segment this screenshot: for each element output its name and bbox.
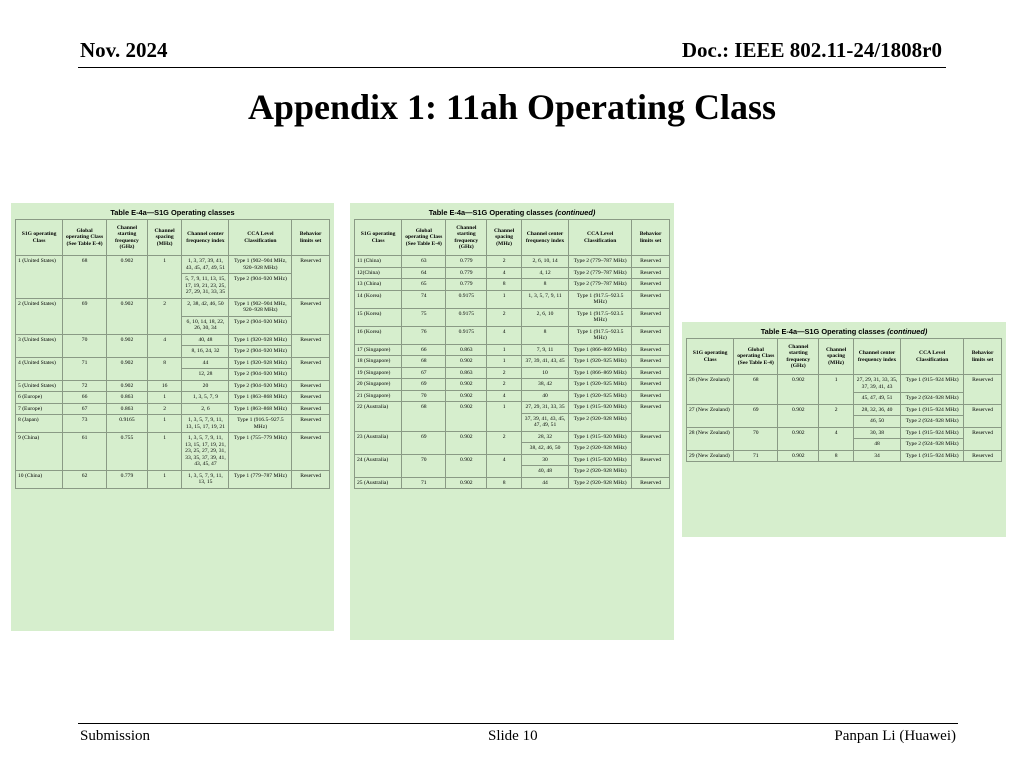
table-cell: Type 1 (755–779 MHz)	[229, 433, 292, 471]
table-row	[355, 344, 670, 356]
table-cell: 26 (New Zealand)	[687, 375, 734, 405]
table-cell: 2	[487, 379, 522, 391]
table-cell: Reserved	[632, 402, 670, 432]
table-cell: 0.902	[446, 402, 487, 432]
table-cell: 44	[521, 477, 568, 489]
column-header: Channel spacing (MHz)	[147, 220, 182, 256]
table-cell: 4	[487, 267, 522, 279]
column-header: Channel center frequency index	[182, 220, 229, 256]
table-caption-text: Table E-4a—S1G Operating classes	[760, 327, 886, 336]
table-cell: 40	[521, 390, 568, 402]
table-cell: 1	[487, 356, 522, 368]
table-cell: 18 (Singapore)	[355, 356, 402, 368]
table-cell: 11 (China)	[355, 256, 402, 268]
table-cell: Reserved	[292, 415, 330, 433]
column-header: Global operating Class (See Table E-4)	[734, 339, 778, 375]
column-header: Channel center frequency index	[853, 339, 900, 375]
table-cell: 71	[63, 357, 107, 380]
table-cell: 7, 9, 11	[521, 344, 568, 356]
table-header-row	[16, 220, 330, 256]
table-cell: 23 (Australia)	[355, 431, 402, 454]
table-cell: 69	[63, 298, 107, 334]
table-cell: 5 (United States)	[16, 380, 63, 392]
table-cell: 44	[182, 357, 229, 369]
table-cell: Type 1 (920–928 MHz)	[229, 334, 292, 346]
table-cell: 13 (China)	[355, 279, 402, 291]
table-cell: 2	[487, 431, 522, 454]
table-cell: 0.902	[778, 427, 819, 450]
column-header: Behavior limits set	[632, 220, 670, 256]
table-cell: 29 (New Zealand)	[687, 450, 734, 462]
table-cell: 0.9175	[446, 308, 487, 326]
column-header: Channel starting frequency (GHz)	[778, 339, 819, 375]
table-cell: Reserved	[964, 450, 1002, 462]
table-cell: 0.902	[446, 356, 487, 368]
operating-class-table-1	[11, 203, 334, 631]
table-cell: 37, 39, 41, 43, 45, 47, 49, 51	[521, 413, 568, 431]
table-row	[355, 290, 670, 308]
table-cell: Type 2 (904–920 MHz)	[229, 346, 292, 358]
table-cell: 66	[63, 392, 107, 404]
table-cell: 1	[487, 344, 522, 356]
table-cell: 75	[402, 308, 446, 326]
table-cell: Reserved	[292, 403, 330, 415]
table-cell: 0.9175	[446, 326, 487, 344]
table-cell: Reserved	[292, 256, 330, 299]
table-cell: Reserved	[632, 367, 670, 379]
table-cell: 19 (Singapore)	[355, 367, 402, 379]
table-cell: 69	[402, 379, 446, 391]
table-row	[355, 356, 670, 368]
footer-rule	[78, 723, 958, 724]
table-cell: 10	[521, 367, 568, 379]
table-row	[355, 367, 670, 379]
table-cell: 1	[487, 290, 522, 308]
header-rule	[78, 67, 946, 68]
table-cell: 4	[819, 427, 854, 450]
table-cell: 2, 6, 10	[521, 308, 568, 326]
table-cell: 74	[402, 290, 446, 308]
table-cell: 0.902	[778, 375, 819, 405]
table-cell: 67	[63, 403, 107, 415]
table-cell: 38, 42	[521, 379, 568, 391]
table-cell: 1, 3, 5, 7, 9, 11	[521, 290, 568, 308]
table-cell: 2	[147, 298, 182, 334]
table-cell: 0.779	[446, 256, 487, 268]
table-cell: Type 2 (779–787 MHz)	[569, 267, 632, 279]
header-doc-id: Doc.: IEEE 802.11-24/1808r0	[681, 38, 942, 62]
table-cell: 37, 39, 41, 43, 45	[521, 356, 568, 368]
table-row	[687, 404, 1002, 416]
footer-author: Panpan Li (Huawei)	[834, 728, 956, 744]
table-cell: 0.902	[107, 357, 148, 380]
table-row	[16, 357, 330, 369]
operating-class-table-2	[350, 203, 674, 640]
table-cell: 4	[487, 390, 522, 402]
table-cell: Reserved	[292, 392, 330, 404]
header-date: Nov. 2024	[80, 38, 168, 62]
column-header: CCA Level Classification	[229, 220, 292, 256]
table-cell: 28, 32, 36, 40	[853, 404, 900, 416]
table-cell: Type 2 (920–928 MHz)	[569, 477, 632, 489]
table-caption-continued: (continued)	[555, 208, 596, 217]
table-cell: Type 1 (915–924 MHz)	[901, 450, 964, 462]
table-cell: 68	[402, 356, 446, 368]
table-cell: 1, 3, 5, 7, 9, 11, 13, 15	[182, 470, 229, 488]
table-cell: Reserved	[632, 279, 670, 291]
table-cell: 0.902	[446, 454, 487, 477]
table-cell: 2	[487, 308, 522, 326]
table-row	[687, 375, 1002, 393]
table-cell: 1	[147, 470, 182, 488]
table-cell: 30, 38	[853, 427, 900, 439]
table-cell: 0.755	[107, 433, 148, 471]
table-cell: Type 1 (915–920 MHz)	[569, 402, 632, 414]
table-cell: 27, 29, 31, 33, 35, 37, 39, 41, 43	[853, 375, 900, 393]
table-cell: 1	[819, 375, 854, 405]
table-row	[355, 477, 670, 489]
table-cell: Type 2 (920–928 MHz)	[569, 466, 632, 478]
table-cell: Type 1 (917.5–923.5 MHz)	[569, 308, 632, 326]
table-cell: 1, 3, 5, 7, 9	[182, 392, 229, 404]
table-cell: 0.902	[778, 450, 819, 462]
table-caption	[686, 325, 1002, 338]
table-cell: 10 (China)	[16, 470, 63, 488]
table-cell: Reserved	[632, 390, 670, 402]
table-cell: 2, 6, 10, 14	[521, 256, 568, 268]
table-cell: 2	[487, 256, 522, 268]
column-header: S1G operating Class	[355, 220, 402, 256]
table-cell: 0.902	[446, 390, 487, 402]
table-cell: Reserved	[292, 357, 330, 380]
table-caption-continued: (continued)	[887, 327, 928, 336]
table-cell: 71	[734, 450, 778, 462]
table-cell: 0.779	[446, 279, 487, 291]
table-cell: 1	[147, 256, 182, 299]
table-cell: 1	[147, 433, 182, 471]
table-cell: Type 2 (904–920 MHz)	[229, 316, 292, 334]
table-cell: 4	[487, 326, 522, 344]
table-cell: Reserved	[632, 431, 670, 454]
table-cell: 28 (New Zealand)	[687, 427, 734, 450]
table-cell: 1, 3, 5, 7, 9, 11, 13, 15, 17, 19, 21, 23, 25, 27, 29, 31, 33, 35, 37, 39, 41, 43, 45, 47	[182, 433, 229, 471]
table-cell: Type 1 (917.5–923.5 MHz)	[569, 290, 632, 308]
table-cell: 8	[521, 326, 568, 344]
table-cell: Reserved	[292, 470, 330, 488]
column-header: Behavior limits set	[292, 220, 330, 256]
table-cell: Type 1 (902–904 MHz, 920–928 MHz)	[229, 298, 292, 316]
table-cell: Type 2 (904–920 MHz)	[229, 274, 292, 299]
table-cell: Type 1 (920–925 MHz)	[569, 379, 632, 391]
table-row	[355, 256, 670, 268]
table-cell: 2	[147, 403, 182, 415]
table-header-row	[687, 339, 1002, 375]
table-cell: 0.9175	[446, 290, 487, 308]
table-cell: 24 (Australia)	[355, 454, 402, 477]
table-cell: 70	[734, 427, 778, 450]
table-cell: 25 (Australia)	[355, 477, 402, 489]
table-cell: 3 (United States)	[16, 334, 63, 357]
operating-class-table	[15, 219, 330, 489]
table-row	[355, 279, 670, 291]
column-header: Channel starting frequency (GHz)	[107, 220, 148, 256]
table-cell: Type 1 (915–924 MHz)	[901, 427, 964, 439]
table-cell: 0.902	[107, 256, 148, 299]
table-cell: Reserved	[632, 356, 670, 368]
table-cell: 73	[63, 415, 107, 433]
table-cell: 0.863	[446, 367, 487, 379]
table-cell: 22 (Australia)	[355, 402, 402, 432]
table-cell: Type 1 (863–868 MHz)	[229, 403, 292, 415]
table-cell: Reserved	[292, 334, 330, 357]
table-cell: 7 (Europe)	[16, 403, 63, 415]
table-cell: 17 (Singapore)	[355, 344, 402, 356]
table-cell: Reserved	[632, 326, 670, 344]
table-row	[16, 403, 330, 415]
table-cell: Type 1 (917.5–923.5 MHz)	[569, 326, 632, 344]
column-header: Channel spacing (MHz)	[487, 220, 522, 256]
table-cell: 14 (Korea)	[355, 290, 402, 308]
table-cell: 12(China)	[355, 267, 402, 279]
table-cell: Reserved	[632, 454, 670, 477]
table-cell: Reserved	[632, 256, 670, 268]
table-row	[355, 267, 670, 279]
table-cell: 1, 3, 5, 7, 9, 11, 13, 15, 17, 19, 21	[182, 415, 229, 433]
table-cell: 6, 10, 14, 18, 22, 26, 30, 34	[182, 316, 229, 334]
table-caption-text: Table E-4a—S1G Operating classes	[110, 208, 235, 217]
table-cell: Type 2 (920–928 MHz)	[569, 443, 632, 455]
table-row	[687, 427, 1002, 439]
table-row	[16, 334, 330, 346]
operating-class-table	[354, 219, 670, 489]
table-cell: 8	[521, 279, 568, 291]
table-cell: 0.779	[107, 470, 148, 488]
table-cell: 40, 48	[521, 466, 568, 478]
column-header: Global operating Class (See Table E-4)	[402, 220, 446, 256]
column-header: Channel center frequency index	[521, 220, 568, 256]
table-row	[355, 379, 670, 391]
table-cell: Reserved	[632, 290, 670, 308]
table-cell: 4	[147, 334, 182, 357]
table-cell: 9 (China)	[16, 433, 63, 471]
table-cell: 1 (United States)	[16, 256, 63, 299]
table-row	[16, 470, 330, 488]
table-cell: Reserved	[964, 404, 1002, 427]
table-cell: 2 (United States)	[16, 298, 63, 334]
column-header: Channel spacing (MHz)	[819, 339, 854, 375]
table-cell: Type 1 (779–787 MHz)	[229, 470, 292, 488]
table-cell: 68	[734, 375, 778, 405]
table-cell: Type 1 (915–924 MHz)	[901, 375, 964, 393]
table-cell: Type 2 (924–928 MHz)	[901, 439, 964, 451]
table-cell: 38, 42, 46, 50	[521, 443, 568, 455]
table-cell: 0.863	[107, 403, 148, 415]
table-cell: Type 2 (904–920 MHz)	[229, 369, 292, 381]
table-cell: 20 (Singapore)	[355, 379, 402, 391]
table-cell: 27 (New Zealand)	[687, 404, 734, 427]
table-cell: Reserved	[632, 267, 670, 279]
table-cell: Reserved	[632, 379, 670, 391]
slide-title: Appendix 1: 11ah Operating Class	[247, 87, 777, 127]
table-cell: 63	[402, 256, 446, 268]
table-cell: 68	[402, 402, 446, 432]
table-cell: 8	[487, 477, 522, 489]
table-cell: 6 (Europe)	[16, 392, 63, 404]
table-cell: 70	[402, 390, 446, 402]
table-cell: 0.863	[107, 392, 148, 404]
table-cell: Reserved	[632, 308, 670, 326]
table-cell: 34	[853, 450, 900, 462]
column-header: CCA Level Classification	[901, 339, 964, 375]
table-cell: 15 (Korea)	[355, 308, 402, 326]
table-cell: 0.902	[107, 334, 148, 357]
table-row	[16, 433, 330, 471]
table-cell: Type 2 (924–928 MHz)	[901, 393, 964, 405]
table-cell: 8 (Japan)	[16, 415, 63, 433]
footer-submission: Submission	[80, 728, 151, 744]
table-cell: Type 1 (916.5–927.5 MHz)	[229, 415, 292, 433]
table-cell: Type 2 (904–920 MHz)	[229, 380, 292, 392]
table-cell: Reserved	[292, 433, 330, 471]
table-row	[16, 256, 330, 274]
table-cell: 12, 28	[182, 369, 229, 381]
column-header: Channel starting frequency (GHz)	[446, 220, 487, 256]
table-cell: 40, 48	[182, 334, 229, 346]
table-row	[355, 326, 670, 344]
table-cell: 16 (Korea)	[355, 326, 402, 344]
table-cell: 0.902	[107, 380, 148, 392]
table-cell: 8	[487, 279, 522, 291]
table-header-row	[355, 220, 670, 256]
table-cell: Reserved	[964, 427, 1002, 450]
table-cell: 70	[402, 454, 446, 477]
operating-class-table-3	[682, 322, 1006, 537]
table-cell: 0.779	[446, 267, 487, 279]
table-cell: 69	[734, 404, 778, 427]
table-cell: 68	[63, 256, 107, 299]
column-header: CCA Level Classification	[569, 220, 632, 256]
table-cell: 20	[182, 380, 229, 392]
table-cell: 48	[853, 439, 900, 451]
table-row	[355, 308, 670, 326]
table-cell: 5, 7, 9, 11, 13, 15, 17, 19, 21, 23, 25, 27, 29, 31, 33, 35	[182, 274, 229, 299]
table-cell: 71	[402, 477, 446, 489]
table-cell: Reserved	[964, 375, 1002, 405]
table-cell: 0.902	[446, 379, 487, 391]
table-row	[355, 402, 670, 414]
table-cell: 4 (United States)	[16, 357, 63, 380]
table-cell: Type 1 (866–869 MHz)	[569, 367, 632, 379]
table-cell: Reserved	[632, 477, 670, 489]
table-row	[687, 450, 1002, 462]
table-cell: 70	[63, 334, 107, 357]
table-row	[16, 392, 330, 404]
table-cell: Type 1 (920–925 MHz)	[569, 356, 632, 368]
table-cell: 64	[402, 267, 446, 279]
table-row	[355, 390, 670, 402]
table-cell: 46, 50	[853, 416, 900, 428]
table-cell: 0.9165	[107, 415, 148, 433]
table-cell: Type 2 (779–787 MHz)	[569, 256, 632, 268]
table-cell: 0.902	[778, 404, 819, 427]
column-header: Global operating Class (See Table E-4)	[63, 220, 107, 256]
table-cell: Type 1 (915–920 MHz)	[569, 431, 632, 443]
table-caption	[354, 206, 670, 219]
table-cell: Reserved	[292, 298, 330, 334]
table-cell: 1	[147, 392, 182, 404]
table-cell: 61	[63, 433, 107, 471]
table-cell: Type 1 (915–924 MHz)	[901, 404, 964, 416]
table-row	[16, 380, 330, 392]
table-cell: 21 (Singapore)	[355, 390, 402, 402]
table-cell: 4, 12	[521, 267, 568, 279]
table-row	[16, 298, 330, 316]
table-cell: 1, 3, 37, 39, 41, 43, 45, 47, 49, 51	[182, 256, 229, 274]
table-cell: 30	[521, 454, 568, 466]
table-caption	[15, 206, 330, 219]
table-cell: 66	[402, 344, 446, 356]
table-cell: 4	[487, 454, 522, 477]
table-cell: 2	[487, 367, 522, 379]
table-cell: 72	[63, 380, 107, 392]
table-cell: 0.902	[446, 477, 487, 489]
table-row	[355, 431, 670, 443]
table-cell: 69	[402, 431, 446, 454]
column-header: S1G operating Class	[687, 339, 734, 375]
table-cell: 2	[819, 404, 854, 427]
table-cell: 67	[402, 367, 446, 379]
table-cell: 8	[147, 357, 182, 380]
table-caption-text: Table E-4a—S1G Operating classes	[428, 208, 554, 217]
table-cell: 28, 32	[521, 431, 568, 443]
table-cell: 62	[63, 470, 107, 488]
column-header: S1G operating Class	[16, 220, 63, 256]
table-cell: Reserved	[632, 344, 670, 356]
table-cell: 0.902	[107, 298, 148, 334]
table-row	[16, 415, 330, 433]
table-cell: Type 1 (863–868 MHz)	[229, 392, 292, 404]
table-cell: Type 2 (924–928 MHz)	[901, 416, 964, 428]
table-cell: Type 2 (779–787 MHz)	[569, 279, 632, 291]
table-row	[355, 454, 670, 466]
table-cell: 65	[402, 279, 446, 291]
table-cell: Type 1 (920–928 MHz)	[229, 357, 292, 369]
table-cell: Type 2 (920–928 MHz)	[569, 413, 632, 431]
table-cell: 8	[819, 450, 854, 462]
column-header: Behavior limits set	[964, 339, 1002, 375]
table-cell: 2, 38, 42, 46, 50	[182, 298, 229, 316]
table-cell: 45, 47, 49, 51	[853, 393, 900, 405]
table-cell: 27, 29, 31, 33, 35	[521, 402, 568, 414]
table-cell: Type 1 (920–925 MHz)	[569, 390, 632, 402]
table-cell: 1	[487, 402, 522, 432]
table-cell: 16	[147, 380, 182, 392]
table-cell: 0.863	[446, 344, 487, 356]
table-cell: 1	[147, 415, 182, 433]
table-cell: 8, 16, 24, 32	[182, 346, 229, 358]
table-cell: Type 1 (915–920 MHz)	[569, 454, 632, 466]
operating-class-table	[686, 338, 1002, 462]
table-cell: 76	[402, 326, 446, 344]
footer-slide-number: Slide 10	[488, 728, 538, 744]
table-cell: 0.902	[446, 431, 487, 454]
table-cell: Type 1 (902–904 MHz, 920–928 MHz)	[229, 256, 292, 274]
table-cell: Type 1 (866–869 MHz)	[569, 344, 632, 356]
table-cell: 2, 6	[182, 403, 229, 415]
table-cell: Reserved	[292, 380, 330, 392]
